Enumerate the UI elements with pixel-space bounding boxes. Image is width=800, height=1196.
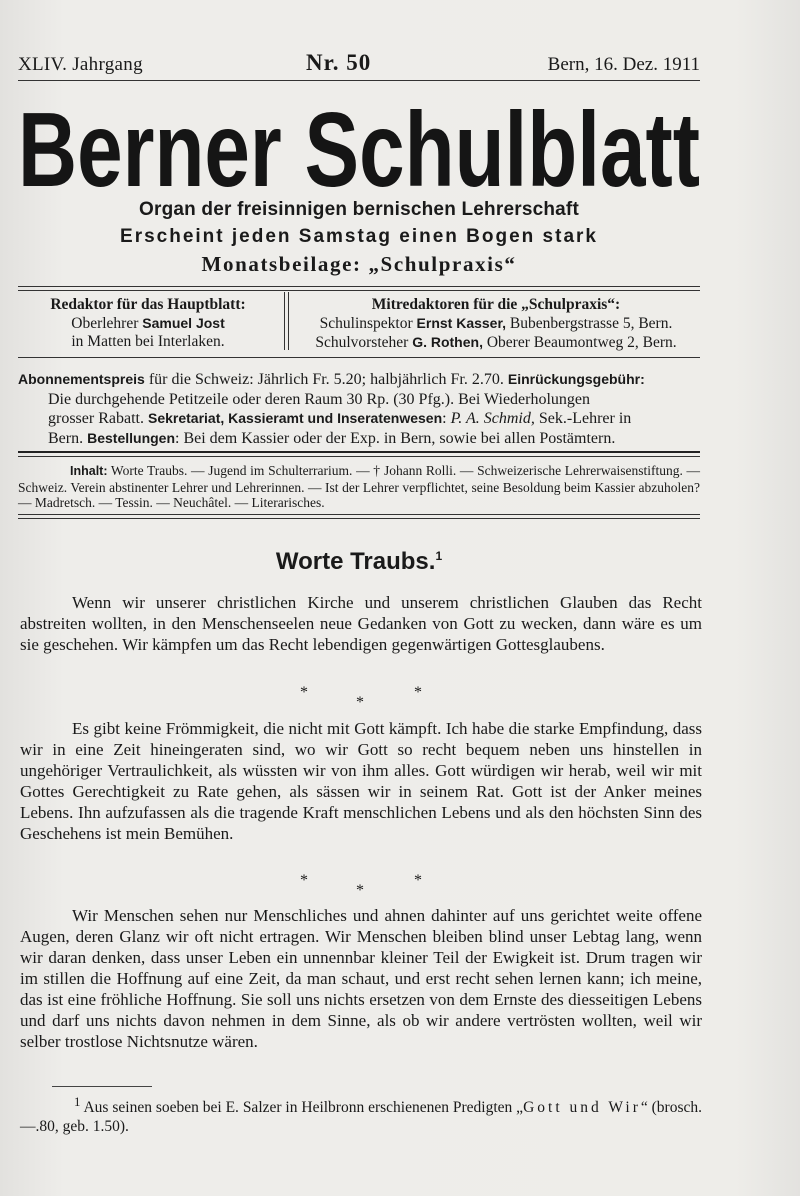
subtitle-schedule: Erscheint jeden Samstag einen Bogen stark bbox=[120, 226, 598, 247]
table-of-contents bbox=[18, 463, 700, 511]
contents-text: Worte Traubs. — Jugend im Schulterrarium. — † Johann Rolli. — Schweizerische Lehrerwaisenstiftung. — Schweiz. Verein abstinenter Lehrer und Lehrerinnen. — Ist der Lehrer verpflichtet, seine Besoldung beim Kassier abzuholen? — Madretsch. — Tessin. — Neuchâtel. — Literarisches. bbox=[18, 463, 700, 510]
co-editor-1-address: Bubenbergstrasse 5, Bern. bbox=[506, 315, 673, 332]
separator-star: * bbox=[414, 684, 422, 701]
discount-text: grosser Rabatt. bbox=[48, 410, 148, 427]
article-paragraph-1 bbox=[20, 592, 702, 655]
volume-label: XLIV. Jahrgang bbox=[18, 54, 143, 75]
secretariat-city: Bern. bbox=[48, 429, 88, 447]
insertion-fee-text: Die durchgehende Petitzeile oder deren Raum 30 Rp. (30 Pfg.). Bei Wiederholungen bbox=[48, 390, 591, 408]
newspaper-title bbox=[18, 88, 708, 200]
co-editor-1-title: Schulinspektor bbox=[319, 315, 417, 332]
secretariat-role: Sek.-Lehrer in bbox=[534, 410, 632, 427]
masthead-rule bbox=[18, 80, 700, 81]
section-separator-2 bbox=[18, 872, 700, 899]
editor-main-line2: in Matten bei Interlaken. bbox=[71, 333, 225, 350]
separator-star: * bbox=[300, 872, 308, 889]
subtitle-supplement: Monatsbeilage: „Schulpraxis“ bbox=[201, 252, 517, 276]
editor-main bbox=[18, 296, 278, 351]
co-editors-heading: Mitredaktoren für die „Schulpraxis“: bbox=[371, 296, 621, 313]
place-date: Bern, 16. Dez. 1911 bbox=[547, 54, 700, 75]
footnote bbox=[20, 1092, 702, 1136]
separator-star: * bbox=[414, 872, 422, 889]
co-editor-2-name: G. Rothen, bbox=[412, 334, 483, 350]
orders-text: : Bei dem Kassier oder der Exp. in Bern, sowie bei allen Postämtern. bbox=[175, 429, 616, 447]
footnote-rule bbox=[52, 1086, 152, 1087]
secretariat-colon: : bbox=[442, 410, 451, 427]
editors-bottom-rule bbox=[18, 357, 700, 358]
section-separator-1 bbox=[18, 684, 700, 711]
orders-label: Bestellungen bbox=[87, 429, 176, 446]
editor-main-name: Samuel Jost bbox=[142, 315, 225, 331]
article-title bbox=[18, 548, 700, 576]
paragraph-text: Wenn wir unserer christlichen Kirche und unserem christlichen Glauben das Recht abstreiten wollten, in den Menschenseelen neue Gedanken von Gott zu wecken, dann wäre es um sie geschehen. Wir kämpfen um das Recht lebendigen gegenwärtigen Gottesglaubens. bbox=[20, 593, 702, 654]
separator-star: * bbox=[356, 882, 364, 899]
co-editor-1-name: Ernst Kasser, bbox=[416, 315, 507, 331]
co-editors bbox=[292, 296, 700, 352]
subscription-bottom-rule bbox=[18, 451, 700, 453]
secretariat-label: Sekretariat, Kassieramt und Inseratenwesen bbox=[147, 410, 443, 426]
newspaper-title-text: Berner Schulblatt bbox=[18, 90, 701, 200]
separator-star: * bbox=[356, 694, 364, 711]
co-editor-2-title: Schulvorsteher bbox=[315, 334, 413, 351]
contents-bottom-rule bbox=[18, 514, 700, 519]
co-editor-2-address: Oberer Beaumontweg 2, Bern. bbox=[482, 334, 677, 351]
issue-number: Nr. 50 bbox=[306, 50, 372, 75]
co-editor-2 bbox=[292, 333, 700, 352]
footnote-book-title: Gott und Wir bbox=[523, 1099, 641, 1117]
subscription-label: Abonnementspreis bbox=[18, 371, 145, 387]
article-paragraph-3 bbox=[20, 905, 702, 1052]
co-editor-1 bbox=[292, 314, 700, 333]
article-title-text: Worte Traubs. bbox=[275, 548, 436, 575]
editor-main-heading: Redaktor für das Hauptblatt: bbox=[50, 296, 246, 313]
paragraph-text: Es gibt keine Frömmigkeit, die nicht mit Gott kämpft. Ich habe die starke Empfindung, dass wir in eine Zeit hineingeraten sind, wo wir Gott so recht bequem neben uns hinstellen in ungehöriger Vertraulichkeit, als wüssten wir von ihm alles. Gott würdigen wir herab, weil wir mit Gottes Gerechtigkeit zu Rate gehen, als sässen wir in seinem Rat. Gott ist der Anker meines Lebens. Ihn aufzufassen als die tragende Kraft menschlichen Lebens und als den höchsten Sinn des Geschehens ist mein Bemühen. bbox=[20, 719, 702, 843]
separator-star: * bbox=[300, 684, 308, 701]
subtitle-organ: Organ der freisinnigen bernischen Lehrerschaft bbox=[139, 199, 579, 220]
footnote-ref: 1 bbox=[435, 549, 443, 563]
contents-label: Inhalt: bbox=[70, 464, 108, 478]
editors-top-rule bbox=[18, 286, 700, 291]
editor-main-line1 bbox=[18, 314, 278, 333]
subscription-bottom-rule-2 bbox=[18, 456, 700, 457]
editor-main-title: Oberlehrer bbox=[71, 315, 143, 332]
subscription-info bbox=[18, 370, 700, 448]
insertion-fee-label: Einrückungsgebühr: bbox=[507, 371, 645, 387]
footnote-mark: 1 bbox=[74, 1094, 81, 1109]
editors-divider bbox=[284, 292, 289, 350]
footnote-text: Aus seinen soeben bei E. Salzer in Heilbronn erschienenen Predigten „ bbox=[80, 1099, 524, 1117]
footnote-price: “ (brosch. —.80, geb. 1.50). bbox=[20, 1099, 702, 1136]
secretariat-name: P. A. Schmid, bbox=[450, 410, 535, 427]
paragraph-text: Wir Menschen sehen nur Menschliches und ahnen dahinter auf uns gerichtet weite offene Augen, deren Glanz wir oft nicht ertragen. Wir Menschen bleiben blind unser Lebtag lang, wenn wir daran denken, dass unser Leben ein unnennbar kleiner Teil der Ewigkeit ist. Drum tragen wir im stillen die Hoffnung auf eine Zeit, da man schaut, und erst recht sehen lernen kann; ich meine, das ist eine fröhliche Hoffnung. Sie soll uns nichts ersetzen von dem Ernste des diesseitigen Lebens und darf uns nichts davon nehmen in dem Sinne, als ob wir andere vertrösten wollten, weil wir selber trostlose Nichtsnutze wären. bbox=[20, 906, 702, 1051]
article-paragraph-2 bbox=[20, 718, 702, 844]
subscription-price: für die Schweiz: Jährlich Fr. 5.20; halbjährlich Fr. 2.70. bbox=[144, 371, 508, 388]
